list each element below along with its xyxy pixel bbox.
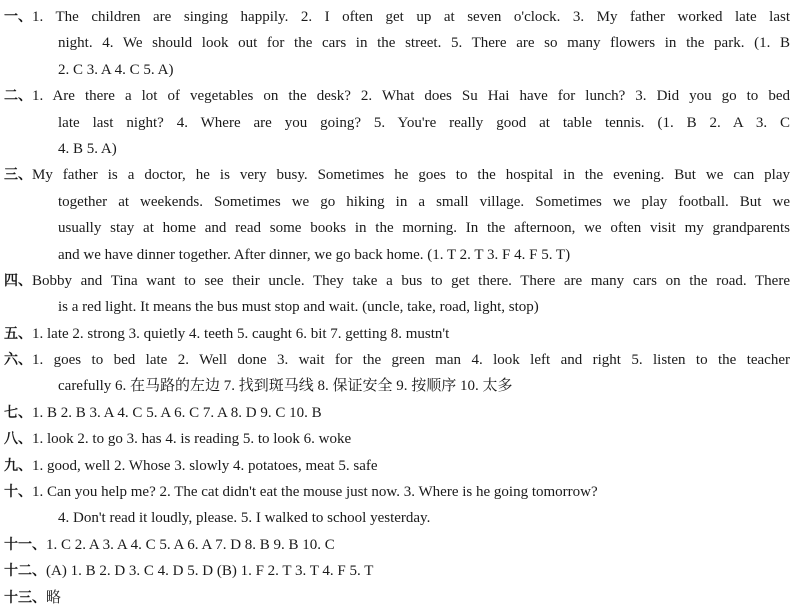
section-line bbox=[4, 321, 790, 347]
answer-text: Bobby and Tina want to see their uncle. They take a bus to get there. There are many cars on the road. There bbox=[32, 272, 790, 289]
section-line bbox=[4, 242, 790, 268]
section-number: 五、 bbox=[4, 325, 32, 342]
section-2 bbox=[4, 83, 790, 162]
answer-text: is a red light. It means the bus must stop and wait. (uncle, take, road, light, stop) bbox=[58, 299, 539, 316]
section-number: 三、 bbox=[4, 167, 32, 184]
section-1 bbox=[4, 4, 790, 83]
section-3 bbox=[4, 162, 790, 268]
section-number: 九、 bbox=[4, 457, 32, 474]
section-5 bbox=[4, 321, 790, 347]
answer-text: together at weekends. Sometimes we go hiking in a small village. Sometimes we play football. But we bbox=[58, 193, 790, 210]
section-line bbox=[4, 479, 790, 505]
answer-text: 1. The children are singing happily. 2. I often get up at seven o'clock. 3. My father worked late last bbox=[32, 9, 790, 25]
answer-text: (A) 1. B 2. D 3. C 4. D 5. D (B) 1. F 2. T 3. T 4. F 5. T bbox=[46, 563, 374, 580]
section-number: 八、 bbox=[4, 431, 32, 448]
section-number: 四、 bbox=[4, 272, 32, 289]
section-number: 二、 bbox=[4, 88, 32, 105]
section-line bbox=[4, 453, 790, 479]
section-line bbox=[4, 373, 790, 399]
answer-text: 1. C 2. A 3. A 4. C 5. A 6. A 7. D 8. B 9. B 10. C bbox=[46, 536, 335, 553]
section-9 bbox=[4, 453, 790, 479]
section-11 bbox=[4, 532, 790, 558]
section-line bbox=[4, 110, 790, 136]
section-number: 一、 bbox=[4, 9, 32, 25]
section-6 bbox=[4, 347, 790, 400]
section-12 bbox=[4, 558, 790, 584]
section-line bbox=[4, 294, 790, 320]
section-line bbox=[4, 585, 790, 611]
section-line bbox=[4, 57, 790, 83]
answer-text: night. 4. We should look out for the cars in the street. 5. There are so many flowers in the park. (1. B bbox=[58, 35, 790, 52]
section-line bbox=[4, 505, 790, 531]
section-line bbox=[4, 162, 790, 188]
section-line bbox=[4, 189, 790, 215]
section-number: 七、 bbox=[4, 404, 32, 421]
section-number: 十二、 bbox=[4, 563, 46, 580]
answer-text: 1. goes to bed late 2. Well done 3. wait for the green man 4. look left and right 5. listen to the teacher bbox=[32, 352, 790, 369]
answer-text: 4. Don't read it loudly, please. 5. I walked to school yesterday. bbox=[58, 510, 431, 527]
section-line bbox=[4, 400, 790, 426]
section-number: 十、 bbox=[4, 484, 32, 501]
section-line bbox=[4, 532, 790, 558]
section-10 bbox=[4, 479, 790, 532]
section-13 bbox=[4, 585, 790, 611]
section-line bbox=[4, 426, 790, 452]
section-line bbox=[4, 347, 790, 373]
answer-text: carefully 6. 在马路的左边 7. 找到斑马线 8. 保证安全 9. 按顺序 10. 太多 bbox=[58, 378, 513, 395]
answer-text: 2. C 3. A 4. C 5. A) bbox=[58, 61, 174, 78]
section-line bbox=[4, 136, 790, 162]
section-line bbox=[4, 215, 790, 241]
section-number: 六、 bbox=[4, 352, 32, 369]
answer-text: 1. look 2. to go 3. has 4. is reading 5. to look 6. woke bbox=[32, 431, 352, 448]
section-line bbox=[4, 558, 790, 584]
section-line bbox=[4, 30, 790, 56]
answer-text: 1. late 2. strong 3. quietly 4. teeth 5. caught 6. bit 7. getting 8. mustn't bbox=[32, 325, 450, 342]
answer-text: My father is a doctor, he is very busy. Sometimes he goes to the hospital in the evening. But we can play bbox=[32, 167, 790, 184]
section-line bbox=[4, 4, 790, 30]
answer-text: and we have dinner together. After dinner, we go back home. (1. T 2. T 3. F 4. F 5. T) bbox=[58, 246, 571, 263]
section-8 bbox=[4, 426, 790, 452]
section-number: 十一、 bbox=[4, 536, 46, 553]
section-line bbox=[4, 83, 790, 109]
answer-text: 1. Are there a lot of vegetables on the desk? 2. What does Su Hai have for lunch? 3. Did you go to bed bbox=[32, 88, 790, 105]
answer-text: 1. Can you help me? 2. The cat didn't eat the mouse just now. 3. Where is he going tomorrow? bbox=[32, 484, 598, 501]
answer-text: 4. B 5. A) bbox=[58, 140, 117, 157]
answer-text: 略 bbox=[46, 589, 62, 606]
section-7 bbox=[4, 400, 790, 426]
answer-text: 1. good, well 2. Whose 3. slowly 4. potatoes, meat 5. safe bbox=[32, 457, 378, 474]
section-line bbox=[4, 268, 790, 294]
answer-text: usually stay at home and read some books in the morning. In the afternoon, we often visit my grandparents bbox=[58, 220, 790, 237]
section-number: 十三、 bbox=[4, 589, 46, 606]
answer-text: 1. B 2. B 3. A 4. C 5. A 6. C 7. A 8. D 9. C 10. B bbox=[32, 404, 322, 421]
answer-text: late last night? 4. Where are you going? 5. You're really good at table tennis. (1. B 2. A 3. C bbox=[58, 114, 790, 131]
section-4 bbox=[4, 268, 790, 321]
